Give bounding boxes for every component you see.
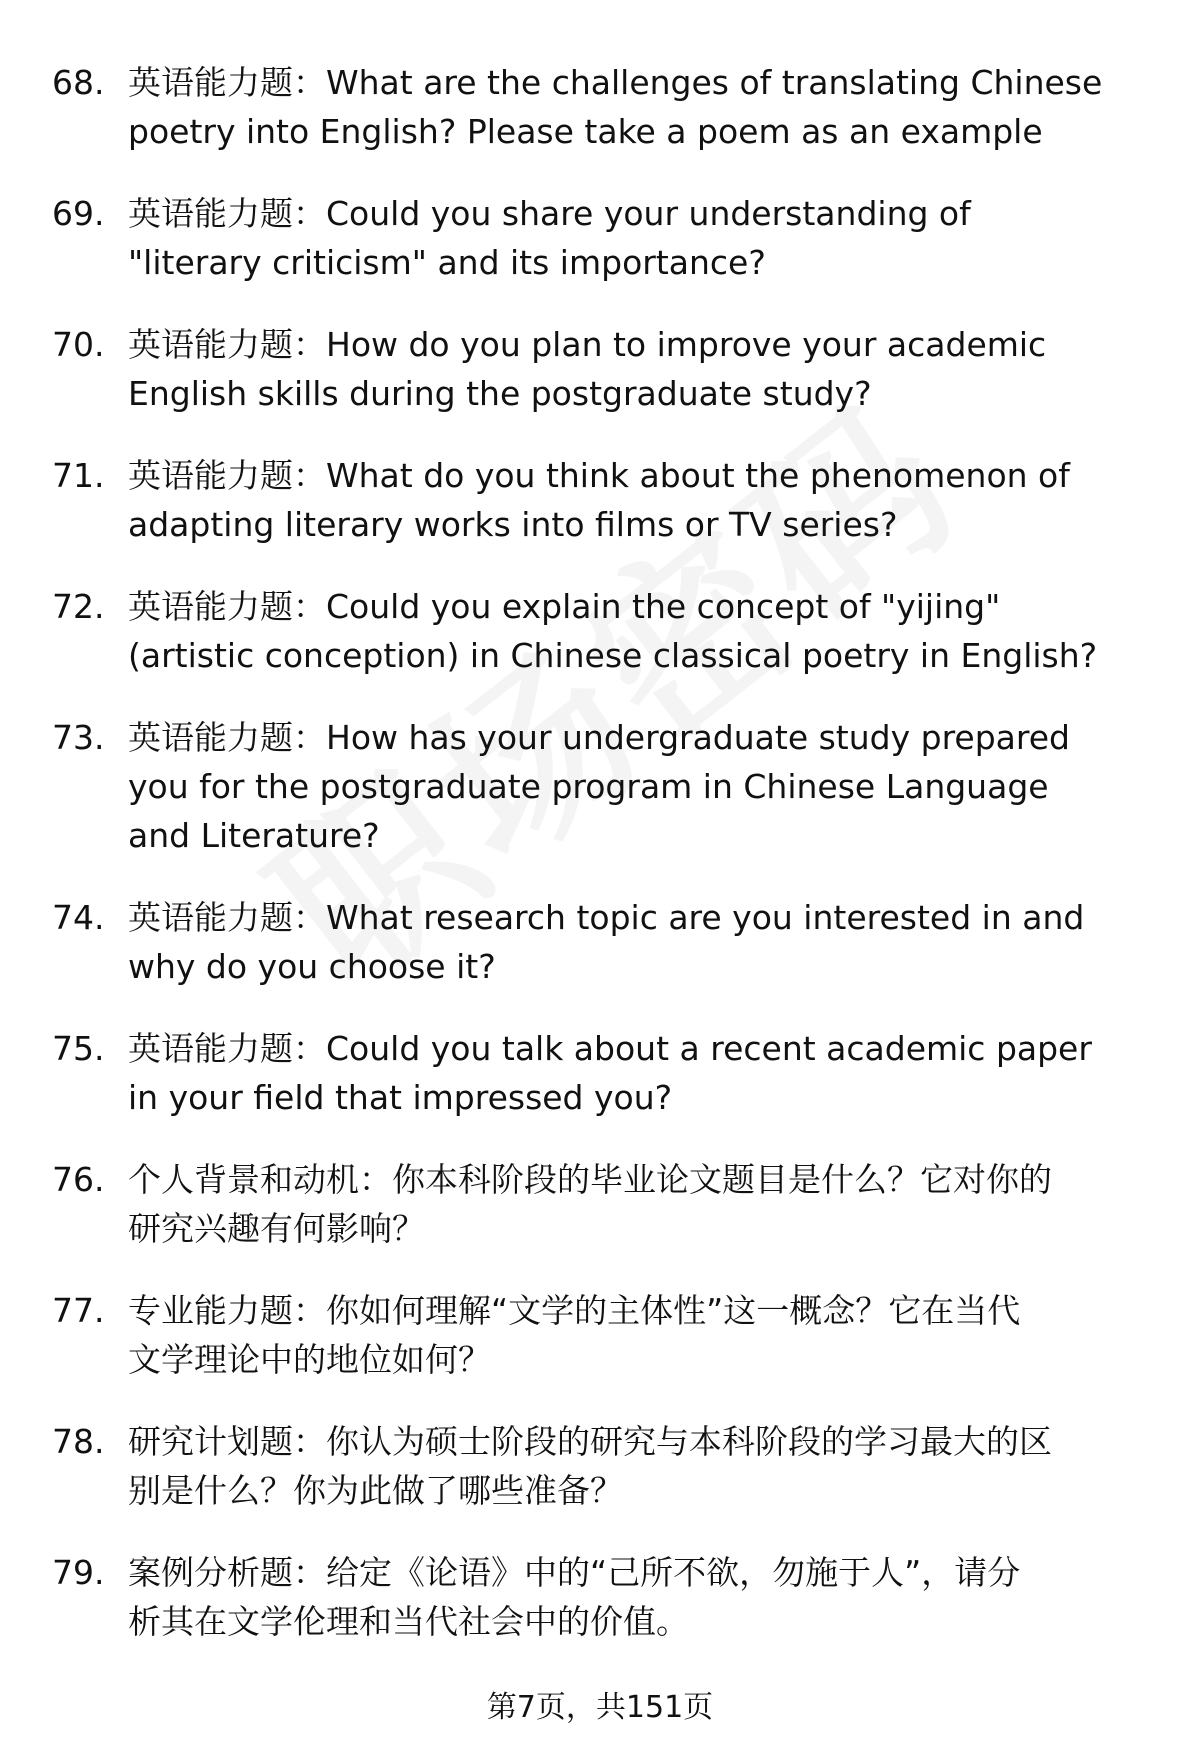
question-text: 案例分析题：给定《论语》中的“己所不欲，勿施于人”，请分 析其在文学伦理和当代社会中的价值。 — [128, 1553, 1021, 1641]
question-number: 74. — [52, 898, 105, 937]
question-number: 76. — [52, 1160, 105, 1199]
question-item — [52, 1417, 1152, 1515]
question-number: 78. — [52, 1422, 105, 1461]
question-item — [52, 1155, 1152, 1253]
question-number: 79. — [52, 1553, 105, 1592]
question-number: 70. — [52, 325, 105, 364]
question-text: 英语能力题：Could you talk about a recent academic paper in your field that impressed you? — [128, 1029, 1092, 1117]
page-number-footer: 第7页，共151页 — [486, 1690, 714, 1725]
question-item — [52, 1024, 1152, 1122]
question-number: 72. — [52, 587, 105, 626]
question-text: 英语能力题：How has your undergraduate study prepared you for the postgraduate program in Chinese Language and Literature? — [128, 718, 1070, 855]
question-list — [52, 58, 1152, 1646]
question-text: 英语能力题：What research topic are you interested in and why do you choose it? — [128, 898, 1085, 986]
question-text: 研究计划题：你认为硕士阶段的研究与本科阶段的学习最大的区 别是什么？你为此做了哪些准备？ — [128, 1422, 1052, 1510]
question-number: 68. — [52, 63, 105, 102]
question-item — [52, 451, 1152, 549]
question-item — [52, 58, 1152, 156]
question-text: 个人背景和动机：你本科阶段的毕业论文题目是什么？它对你的 研究兴趣有何影响？ — [128, 1160, 1052, 1248]
question-number: 77. — [52, 1291, 105, 1330]
question-item — [52, 1286, 1152, 1384]
question-text: 英语能力题：Could you explain the concept of "yijing" (artistic conception) in Chinese classical poetry in English? — [128, 587, 1098, 675]
question-text: 英语能力题：What do you think about the phenomenon of adapting literary works into films or TV series? — [128, 456, 1070, 544]
question-number: 69. — [52, 194, 105, 233]
question-item — [52, 582, 1152, 680]
question-text: 英语能力题：What are the challenges of translating Chinese poetry into English? Please take a poem as an example — [128, 63, 1103, 151]
question-item — [52, 1548, 1152, 1646]
question-text: 英语能力题：How do you plan to improve your academic English skills during the postgraduate study? — [128, 325, 1047, 413]
question-item — [52, 189, 1152, 287]
question-number: 71. — [52, 456, 105, 495]
question-item — [52, 893, 1152, 991]
question-number: 75. — [52, 1029, 105, 1068]
question-number: 73. — [52, 718, 105, 757]
question-item — [52, 713, 1152, 860]
question-item — [52, 320, 1152, 418]
question-text: 英语能力题：Could you share your understanding of "literary criticism" and its importance? — [128, 194, 971, 282]
question-text: 专业能力题：你如何理解“文学的主体性”这一概念？它在当代 文学理论中的地位如何？ — [128, 1291, 1021, 1379]
